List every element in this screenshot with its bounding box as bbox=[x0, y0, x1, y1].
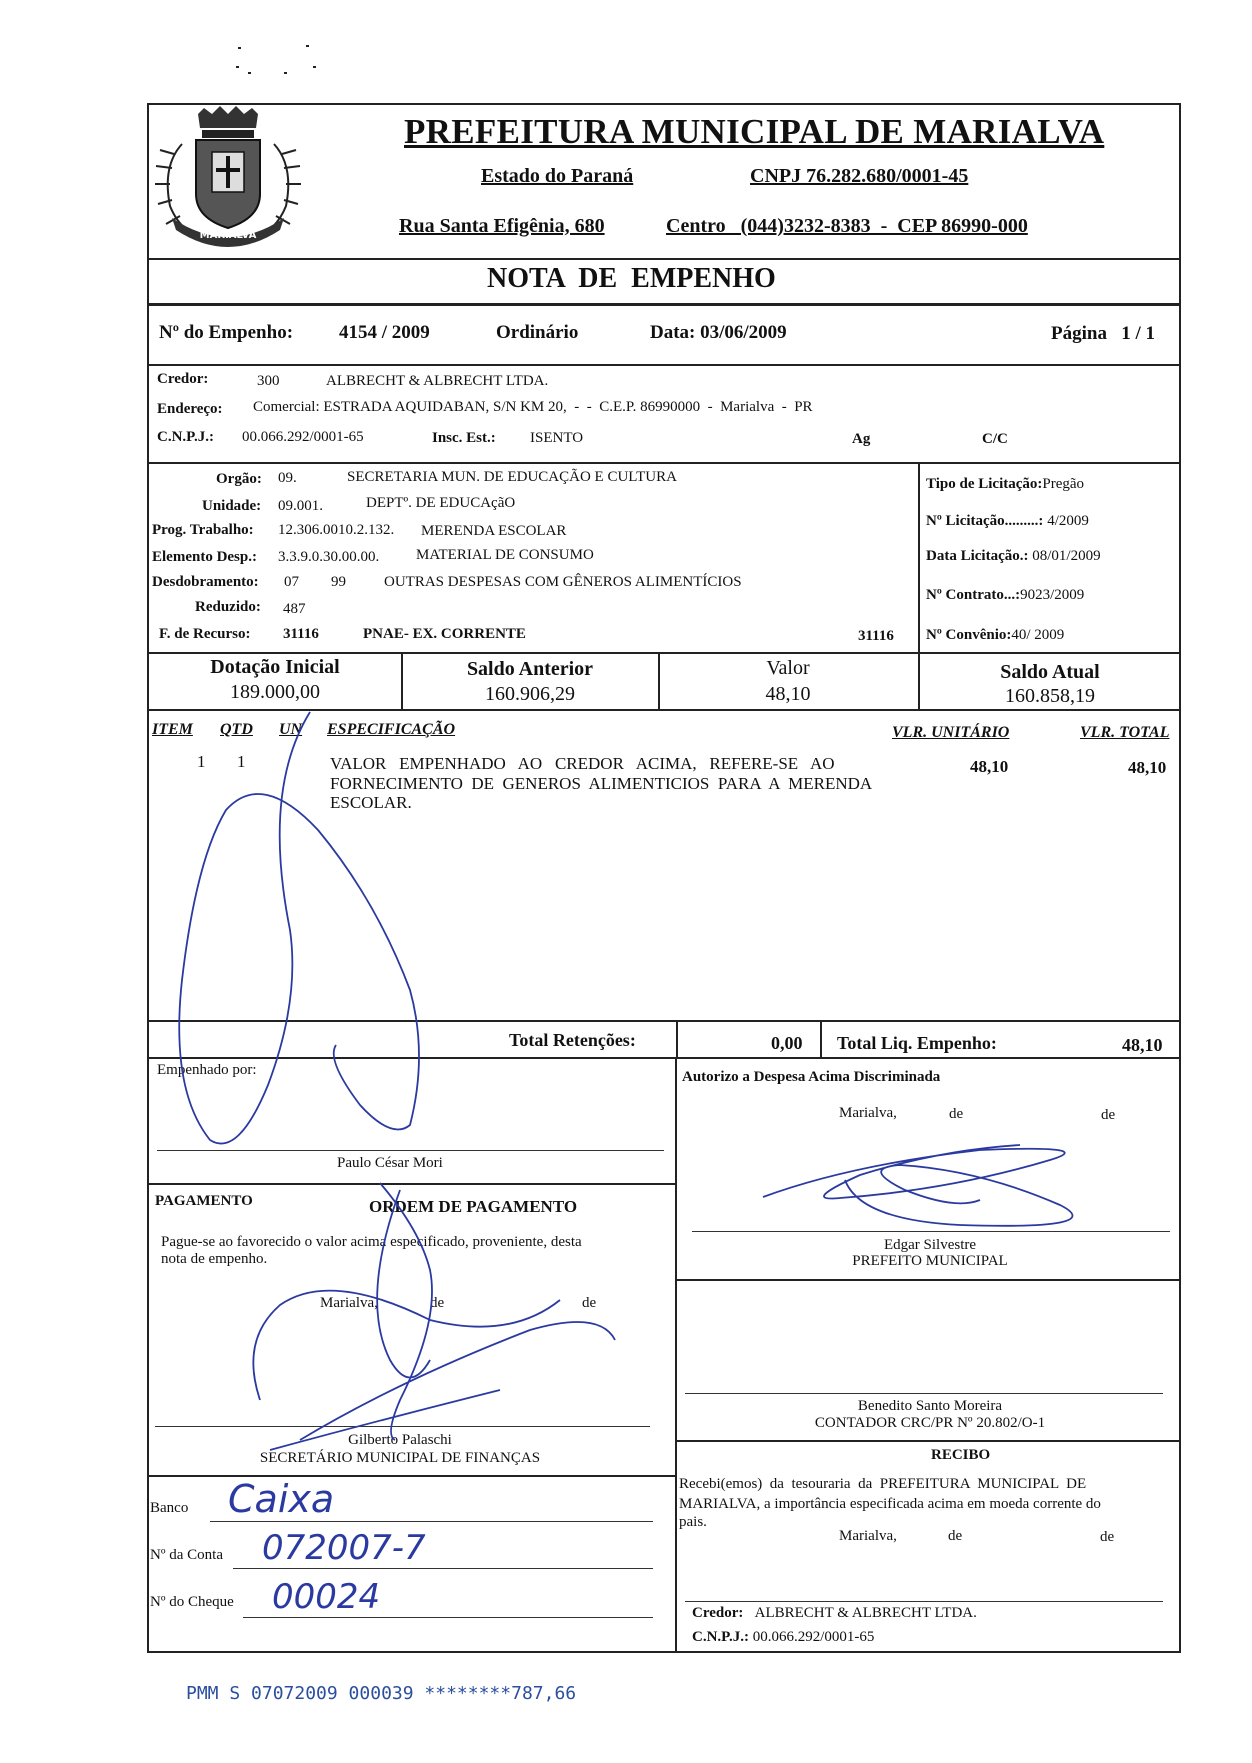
footer-stamp: PMM S 07072009 000039 ********787,66 bbox=[186, 1683, 577, 1704]
reduzido-value: 487 bbox=[283, 601, 306, 617]
credor-code: 300 bbox=[257, 373, 280, 389]
cheque-handwritten: 00024 bbox=[272, 1577, 381, 1617]
empenho-label: Nº do Empenho: bbox=[159, 322, 294, 343]
saldo-atual-label: Saldo Atual bbox=[1000, 661, 1100, 683]
cheque-label: Nº do Cheque bbox=[150, 1594, 234, 1610]
convenio-numero: Nº Convênio:40/ 2009 bbox=[926, 627, 1065, 643]
insc-value: ISENTO bbox=[530, 430, 584, 446]
cc-label: C/C bbox=[982, 431, 1008, 447]
address-label: Endereço: bbox=[157, 401, 223, 417]
svg-text:MARIALVA: MARIALVA bbox=[199, 230, 257, 241]
scan-speck bbox=[284, 72, 287, 74]
scan-speck bbox=[306, 45, 309, 47]
pagamento-de1: de bbox=[430, 1295, 445, 1311]
recibo-cnpj: C.N.P.J.: 00.066.292/0001-65 bbox=[692, 1629, 875, 1645]
credor-label: Credor: bbox=[157, 371, 209, 387]
retencoes-value: 0,00 bbox=[771, 1033, 803, 1053]
col-vlr-total: VLR. TOTAL bbox=[1080, 724, 1170, 741]
scan-speck bbox=[236, 66, 239, 68]
cnpj-label: C.N.P.J.: bbox=[157, 429, 214, 445]
empenho-type: Ordinário bbox=[496, 322, 579, 343]
recurso-name: PNAE- EX. CORRENTE bbox=[363, 626, 526, 642]
recurso-code: 31116 bbox=[283, 626, 319, 642]
banco-label: Banco bbox=[150, 1500, 189, 1516]
orgao-name: SECRETARIA MUN. DE EDUCAÇÃO E CULTURA bbox=[347, 469, 677, 485]
address-rest: Centro (044)3232-8383 - CEP 86990-000 bbox=[666, 215, 1028, 237]
elemento-code: 3.3.9.0.30.00.00. bbox=[278, 549, 380, 565]
dotacao-value: 189.000,00 bbox=[230, 681, 320, 703]
state-name: Estado do Paraná bbox=[481, 165, 634, 187]
item-vlr-total: 48,10 bbox=[1128, 758, 1167, 777]
desdob-code2: 99 bbox=[331, 574, 346, 590]
desdob-name: OUTRAS DESPESAS COM GÊNEROS ALIMENTÍCIOS bbox=[384, 574, 742, 590]
dotacao-label: Dotação Inicial bbox=[210, 656, 340, 678]
pagamento-place: Marialva, bbox=[320, 1295, 378, 1311]
col-qtd: QTD bbox=[220, 721, 253, 738]
prog-code: 12.306.0010.2.132. bbox=[278, 522, 395, 538]
orgao-label: Orgão: bbox=[216, 471, 262, 487]
org-title: PREFEITURA MUNICIPAL DE MARIALVA bbox=[404, 112, 1105, 151]
empenho-date: Data: 03/06/2009 bbox=[650, 322, 787, 343]
col-vlr-unitario: VLR. UNITÁRIO bbox=[892, 724, 1010, 741]
prog-label: Prog. Trabalho: bbox=[152, 522, 254, 538]
banco-handwritten: Caixa bbox=[228, 1477, 335, 1521]
orgao-code: 09. bbox=[278, 470, 297, 486]
contador-signer: Benedito Santo Moreira bbox=[857, 1398, 1003, 1414]
credor-cnpj: 00.066.292/0001-65 bbox=[242, 429, 364, 445]
coat-of-arms-icon bbox=[152, 106, 304, 252]
desdob-code1: 07 bbox=[284, 574, 299, 590]
licitacao-tipo: Tipo de Licitação:Pregão bbox=[926, 476, 1085, 492]
recibo-text-line1: Recebi(emos) da tesouraria da PREFEITURA MUNICIPAL DE bbox=[679, 1476, 1087, 1492]
col-un: UN bbox=[279, 721, 303, 738]
recurso-label: F. de Recurso: bbox=[159, 626, 251, 642]
item-qtd: 1 bbox=[237, 752, 246, 771]
page-number: Página 1 / 1 bbox=[1051, 323, 1155, 344]
autorizo-signer: Edgar Silvestre bbox=[883, 1237, 977, 1253]
empenhado-label: Empenhado por: bbox=[157, 1062, 257, 1078]
conta-label: Nº da Conta bbox=[150, 1547, 223, 1563]
insc-label: Insc. Est.: bbox=[432, 430, 496, 446]
pagamento-text-line1: Pague-se ao favorecido o valor acima especificado, proveniente, desta bbox=[161, 1234, 582, 1250]
reduzido-label: Reduzido: bbox=[195, 599, 261, 615]
autorizo-label: Autorizo a Despesa Acima Discriminada bbox=[682, 1069, 941, 1085]
saldo-atual-value: 160.858,19 bbox=[1005, 685, 1095, 707]
item-espec-line1: VALOR EMPENHADO AO CREDOR ACIMA, REFERE-SE AO bbox=[330, 754, 835, 773]
valor-value: 48,10 bbox=[765, 683, 811, 705]
unidade-label: Unidade: bbox=[202, 498, 262, 514]
pagamento-label: PAGAMENTO bbox=[155, 1193, 253, 1209]
pagamento-role: SECRETÁRIO MUNICIPAL DE FINANÇAS bbox=[259, 1450, 541, 1466]
ag-label: Ag bbox=[852, 431, 871, 447]
valor-label: Valor bbox=[766, 657, 810, 679]
col-item: ITEM bbox=[152, 721, 193, 738]
scan-speck bbox=[313, 66, 316, 68]
scan-speck bbox=[248, 72, 251, 74]
autorizo-place: Marialva, bbox=[839, 1105, 897, 1121]
item-number: 1 bbox=[197, 752, 206, 771]
street-address: Rua Santa Efigênia, 680 bbox=[399, 215, 605, 237]
recibo-place: Marialva, bbox=[839, 1528, 897, 1544]
recibo-text-line3: pais. bbox=[679, 1514, 707, 1530]
liquido-label: Total Liq. Empenho: bbox=[837, 1033, 997, 1053]
licitacao-data: Data Licitação.: 08/01/2009 bbox=[926, 548, 1101, 564]
item-espec-line2: FORNECIMENTO DE GENEROS ALIMENTICIOS PARA A MERENDA bbox=[330, 774, 873, 793]
document-title: NOTA DE EMPENHO bbox=[487, 263, 776, 294]
autorizo-de1: de bbox=[949, 1106, 964, 1122]
item-vlr-unitario: 48,10 bbox=[970, 757, 1009, 776]
autorizo-de2: de bbox=[1101, 1107, 1116, 1123]
pagamento-signer: Gilberto Palaschi bbox=[348, 1432, 452, 1448]
recurso-code-right: 31116 bbox=[858, 628, 894, 644]
contrato-numero: Nº Contrato...:9023/2009 bbox=[926, 587, 1085, 603]
recibo-de1: de bbox=[948, 1528, 963, 1544]
recibo-de2: de bbox=[1100, 1529, 1115, 1545]
elemento-label: Elemento Desp.: bbox=[152, 549, 257, 565]
empenhado-signer: Paulo César Mori bbox=[337, 1155, 443, 1171]
col-especificacao: ESPECIFICAÇÃO bbox=[327, 721, 456, 738]
pagamento-text-line2: nota de empenho. bbox=[161, 1251, 268, 1267]
ordem-pagamento-label: ORDEM DE PAGAMENTO bbox=[369, 1197, 578, 1216]
saldo-anterior-value: 160.906,29 bbox=[485, 683, 575, 705]
recibo-credor: Credor: ALBRECHT & ALBRECHT LTDA. bbox=[692, 1605, 977, 1621]
licitacao-numero: Nº Licitação.........: 4/2009 bbox=[926, 513, 1089, 529]
elemento-name: MATERIAL DE CONSUMO bbox=[416, 547, 594, 563]
empenho-number: 4154 / 2009 bbox=[339, 322, 430, 343]
desdob-label: Desdobramento: bbox=[152, 574, 259, 590]
conta-handwritten: 072007-7 bbox=[262, 1528, 426, 1568]
autorizo-role: PREFEITO MUNICIPAL bbox=[852, 1253, 1008, 1269]
credor-address: Comercial: ESTRADA AQUIDABAN, S/N KM 20, - - C.E.P. 86990000 - Marialva - PR bbox=[253, 399, 813, 415]
contador-role: CONTADOR CRC/PR Nº 20.802/O-1 bbox=[814, 1415, 1046, 1431]
saldo-anterior-label: Saldo Anterior bbox=[466, 658, 594, 680]
unidade-code: 09.001. bbox=[278, 498, 323, 514]
recibo-text-line2: MARIALVA, a importância especificada acima em moeda corrente do bbox=[679, 1496, 1101, 1512]
pagamento-de2: de bbox=[582, 1295, 597, 1311]
unidade-name: DEPTº. DE EDUCAçãO bbox=[366, 495, 516, 511]
liquido-value: 48,10 bbox=[1122, 1035, 1163, 1055]
scan-speck bbox=[238, 47, 241, 49]
credor-name: ALBRECHT & ALBRECHT LTDA. bbox=[326, 373, 549, 389]
prog-name: MERENDA ESCOLAR bbox=[421, 523, 567, 539]
item-espec-line3: ESCOLAR. bbox=[330, 793, 412, 812]
recibo-label: RECIBO bbox=[931, 1447, 991, 1463]
org-cnpj: CNPJ 76.282.680/0001-45 bbox=[750, 165, 969, 187]
retencoes-label: Total Retenções: bbox=[509, 1030, 636, 1050]
